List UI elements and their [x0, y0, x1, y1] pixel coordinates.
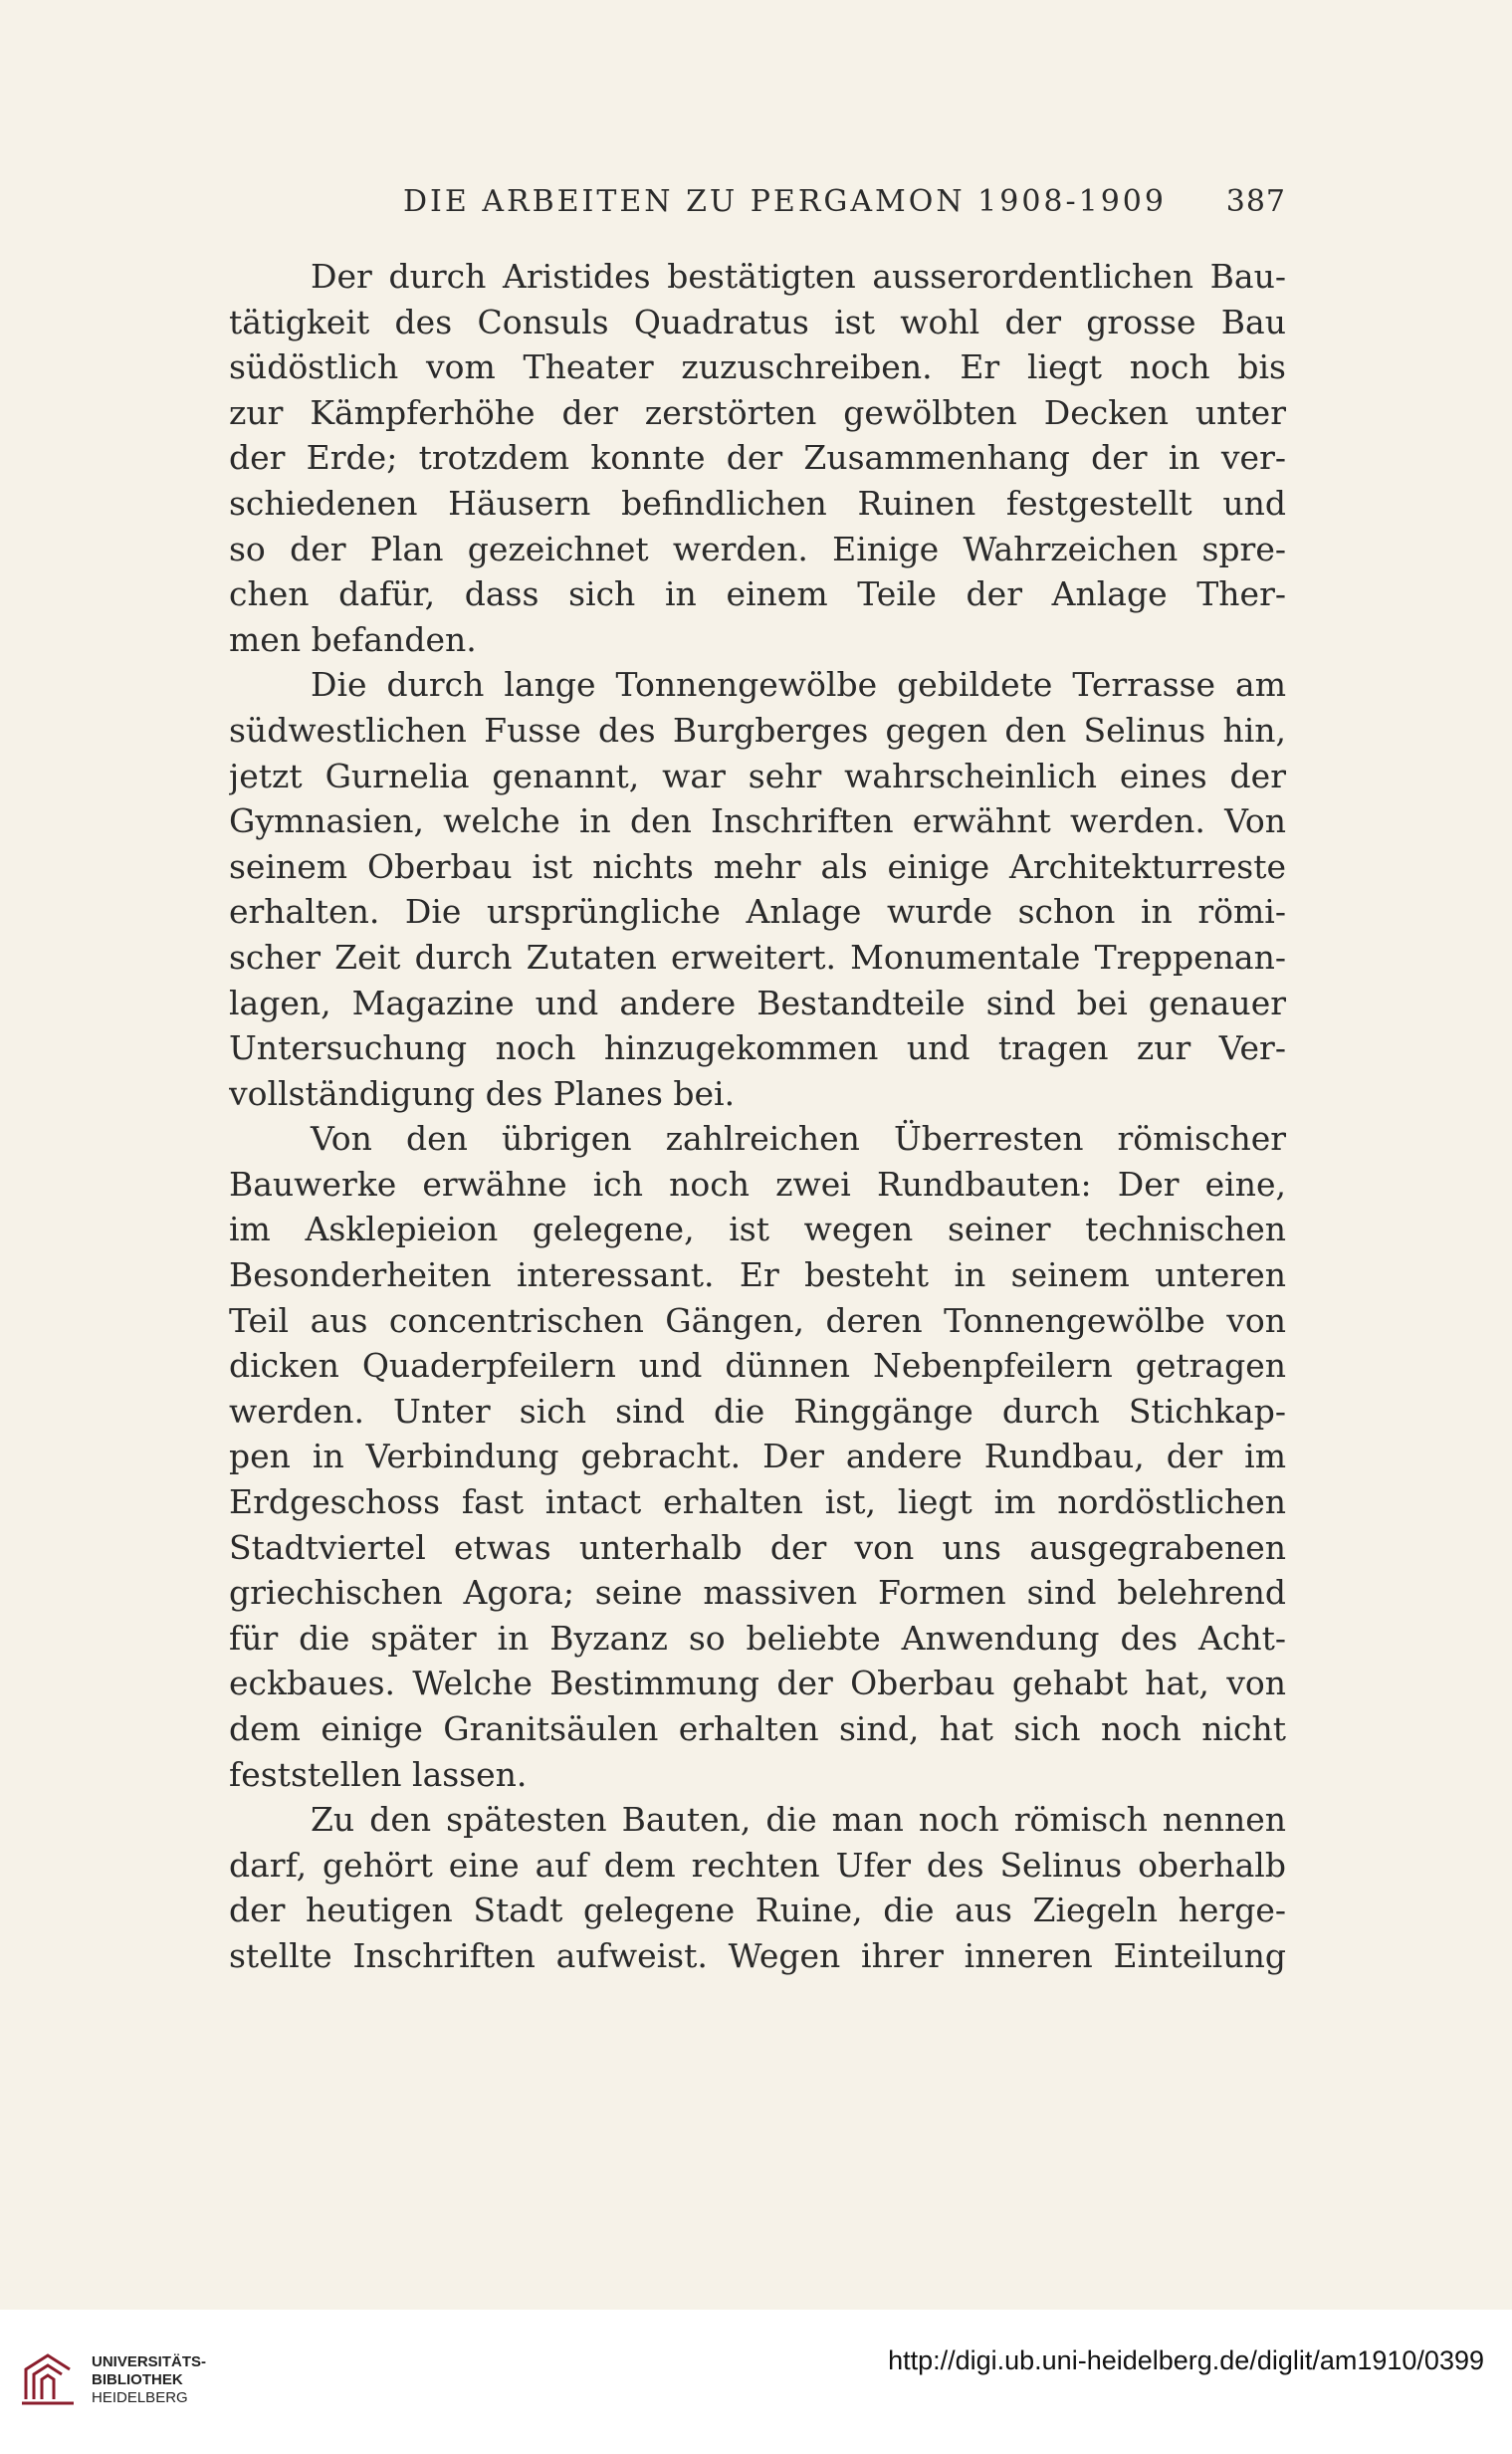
text-line: vollständigung des Planes bei. [229, 1073, 736, 1113]
text-line: Stadtviertel etwas unterhalb der von uns ausgegrabenen [229, 1527, 1286, 1567]
text-line: so der Plan gezeichnet werden. Einige Wahrzeichen spre- [229, 529, 1286, 568]
text-line: seinem Oberbau ist nichts mehr als einige Architekturreste [229, 846, 1286, 886]
text-line: Erdgeschoss fast intact erhalten ist, liegt im nordöstlichen [229, 1482, 1286, 1522]
library-name-line2: BIBLIOTHEK [92, 2371, 183, 2388]
text-line: jetzt Gurnelia genannt, war sehr wahrscheinlich eines der [229, 756, 1286, 795]
text-line: Bauwerke erwähne ich noch zwei Rundbauten: Der eine, [229, 1164, 1286, 1204]
text-line: scher Zeit durch Zutaten erweitert. Monumentale Treppenan- [229, 937, 1286, 977]
text-line: pen in Verbindung gebracht. Der andere Rundbau, der im [229, 1437, 1286, 1476]
text-line: Untersuchung noch hinzugekommen und tragen zur Ver- [229, 1028, 1286, 1068]
text-line: im Asklepieion gelegene, ist wegen seiner technischen [229, 1210, 1286, 1249]
text-line: dem einige Granitsäulen erhalten sind, hat sich noch nicht [229, 1709, 1286, 1748]
text-line: tätigkeit des Consuls Quadratus ist wohl der grosse Bau [229, 302, 1286, 341]
footer [0, 2310, 1512, 2454]
text-line: erhalten. Die ursprüngliche Anlage wurde schon in römi- [229, 892, 1286, 932]
text-line: men befanden. [229, 619, 477, 659]
text-line: schiedenen Häusern befindlichen Ruinen festgestellt und [229, 483, 1286, 523]
text-line: der Erde; trotzdem konnte der Zusammenhang der in ver- [229, 438, 1286, 478]
text-line: lagen, Magazine und andere Bestandteile sind bei genauer [229, 983, 1286, 1022]
text-line: Zu den spätesten Bauten, die man noch römisch nennen [311, 1800, 1286, 1840]
text-line: chen dafür, dass sich in einem Teile der Anlage Ther- [229, 574, 1286, 614]
running-head [229, 184, 1286, 234]
text-line: zur Kämpferhöhe der zerstörten gewölbten Decken unter [229, 392, 1286, 432]
text-line: Von den übrigen zahlreichen Überresten römischer [311, 1119, 1286, 1159]
university-library-logo-icon [18, 2347, 78, 2407]
source-url[interactable]: http://digi.ub.uni-heidelberg.de/diglit/am1910/0399 [888, 2345, 1484, 2375]
text-line: Gymnasien, welche in den Inschriften erwähnt werden. Von [229, 801, 1286, 841]
text-line: dicken Quaderpfeilern und dünnen Nebenpfeilern getragen [229, 1346, 1286, 1386]
text-line: südöstlich vom Theater zuzuschreiben. Er liegt noch bis [229, 347, 1286, 387]
text-line: südwestlichen Fusse des Burgberges gegen den Selinus hin, [229, 710, 1286, 750]
text-line: der heutigen Stadt gelegene Ruine, die aus Ziegeln herge- [229, 1891, 1286, 1930]
text-line: darf, gehört eine auf dem rechten Ufer des Selinus oberhalb [229, 1845, 1286, 1885]
text-line: stellte Inschriften aufweist. Wegen ihrer inneren Einteilung [229, 1935, 1286, 1975]
text-line: feststellen lassen. [229, 1754, 528, 1794]
body-text [229, 254, 1286, 1979]
library-name [92, 2353, 206, 2407]
library-name-line1: UNIVERSITÄTS- [92, 2353, 207, 2370]
text-line: griechischen Agora; seine massiven Formen sind belehrend [229, 1573, 1286, 1613]
running-head-title: DIE ARBEITEN ZU PERGAMON 1908-1909 [403, 184, 1167, 219]
text-line: Die durch lange Tonnengewölbe gebildete Terrasse am [311, 665, 1286, 705]
text-line: werden. Unter sich sind die Ringgänge durch Stichkap- [229, 1391, 1286, 1431]
text-line: Besonderheiten interessant. Er besteht in seinem unteren [229, 1255, 1286, 1295]
text-line: eckbaues. Welche Bestimmung der Oberbau gehabt hat, von [229, 1664, 1286, 1703]
library-name-line3: HEIDELBERG [92, 2389, 188, 2406]
page-number: 387 [1225, 184, 1286, 219]
text-line: für die später in Byzanz so beliebte Anwendung des Acht- [229, 1618, 1286, 1658]
text-line: Teil aus concentrischen Gängen, deren Tonnengewölbe von [229, 1300, 1286, 1340]
text-line: Der durch Aristides bestätigten ausserordentlichen Bau- [311, 257, 1286, 296]
